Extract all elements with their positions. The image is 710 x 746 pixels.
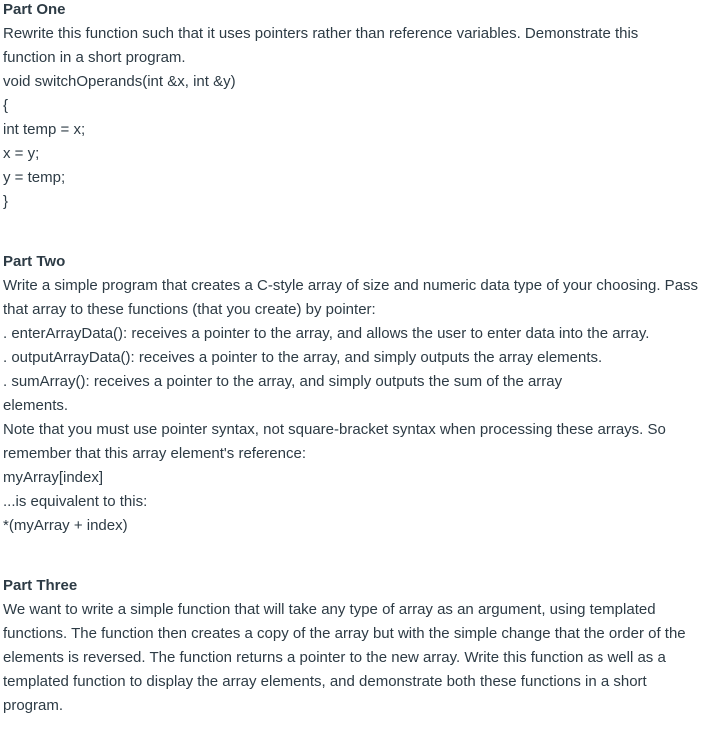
bullet-sum-array: . sumArray(): receives a pointer to the array, and simply outputs the sum of the array elements. (3, 373, 563, 414)
part-two-heading: Part Two (3, 253, 66, 270)
equivalence-text: ...is equivalent to this: (3, 493, 148, 510)
code-line-assign-x: x = y; (3, 145, 40, 162)
code-line-assign-y: y = temp; (3, 169, 66, 186)
pointer-syntax-note: Note that you must use pointer syntax, not square-bracket syntax when processing these arrays. So remember that this array element's reference: (3, 421, 666, 462)
code-line-open-brace: { (3, 97, 9, 114)
part-one-instruction: Rewrite this function such that it uses pointers rather than reference variables. Demonstrate this function in a short program. (3, 25, 639, 66)
part-two-instruction: Write a simple program that creates a C-style array of size and numeric data type of your choosing. Pass that array to these functions (that you create) by pointer: (3, 277, 699, 318)
part-three-section (3, 574, 703, 718)
document (3, 0, 703, 718)
example-bracket-syntax: myArray[index] (3, 469, 104, 486)
part-one-heading: Part One (3, 1, 66, 18)
part-one-section (3, 0, 703, 214)
bullet-output-array-data: . outputArrayData(): receives a pointer to the array, and simply outputs the array elements. (3, 349, 603, 366)
bullet-enter-array-data: . enterArrayData(): receives a pointer to the array, and allows the user to enter data into the array. (3, 325, 650, 342)
code-line-signature: void switchOperands(int &x, int &y) (3, 73, 236, 90)
part-two-section (3, 250, 703, 538)
example-pointer-syntax: *(myArray + index) (3, 517, 128, 534)
part-three-heading: Part Three (3, 577, 78, 594)
code-line-temp: int temp = x; (3, 121, 86, 138)
code-line-close-brace: } (3, 193, 9, 210)
part-three-instruction: We want to write a simple function that will take any type of array as an argument, using templated functions. The function then creates a copy of the array but with the simple change that the order of the elements is reversed. The function returns a pointer to the new array. Write this function as well as a templated function to display the array elements, and demonstrate both these functions in a short program. (3, 601, 686, 714)
